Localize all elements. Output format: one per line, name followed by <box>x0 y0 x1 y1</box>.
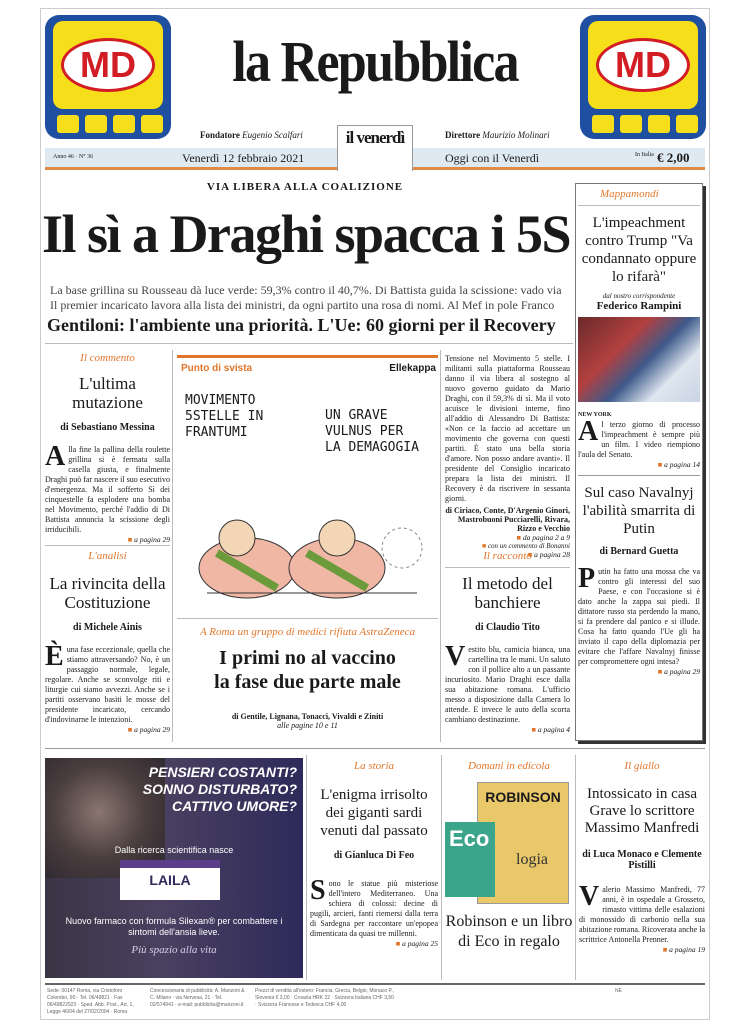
page-ref: ■ a pagina 25 <box>310 939 438 948</box>
authors: di Gentile, Lignana, Tonacci, Vivaldi e Ziniti <box>231 712 384 721</box>
laila-ad[interactable] <box>45 758 303 978</box>
cartoon-illustration <box>187 493 432 608</box>
author-2: di Bernard Guetta <box>599 546 679 557</box>
director: Direttore Maurizio Molinari <box>445 130 550 140</box>
author: di Sebastiano Messina <box>60 422 155 433</box>
kicker: Mappamondi <box>600 188 659 200</box>
lead-summary: La base grillina su Rousseau dà luce verde: 59,3% contro il 40,7%. Di Battista guida la scissione: vado via Il premier incaricato lavora alla lista dei ministri, da ogni partito una rosa di nomi. Al Mef in pole Franco <box>50 283 562 312</box>
md-logo: MD <box>596 38 690 92</box>
article-headline: I primi no al vaccino la fase due parte male <box>214 647 401 693</box>
lead-subhead: Gentiloni: l'ambiente una priorità. L'Ue: 60 giorni per il Recovery <box>47 315 556 335</box>
article-title: La rivincita della Costituzione <box>49 574 166 612</box>
article-body: Alla fine la pallina della roulette grillina si è fermata sulla casella giusta, e finalmente Draghi può far nascere il suo esecutivo d'emergenza. Ma il sofferto Sì dei cinquestelle fa esplodere una bomba nel Movimento, perché l'addio di Di Battista annuncia la scissione degli irriducibili. <box>45 441 170 534</box>
page-ref: ■ a pagina 19 <box>579 945 705 954</box>
author: di Luca Monaco e Clemente Pistilli <box>582 849 702 871</box>
ad-slogan: Più spazio alla vita <box>131 944 217 956</box>
comment-article[interactable] <box>45 352 170 544</box>
article-title: Intossicato in casa Grave lo scrittore Massimo Manfredi <box>584 786 700 836</box>
article-body-2: Putin ha fatto una mossa che va contro gli interessi del suo Paese, e con l'occasione si è dato anche la zappa sui piedi. Il dittatore russo sta perdendo la mano, si fa prendere dal panico e si illude. Cosa ha fatto quando l'Ue gli ha inviato il capo della diplomazia per evitare che l'affare Navalnyj finisse per compromettere ogni intesa? <box>578 563 700 666</box>
giallo-article[interactable] <box>579 760 705 954</box>
author: di Michele Ainis <box>73 622 142 633</box>
page-ref: ■ a pagina 4 <box>445 725 570 734</box>
kicker: La storia <box>353 760 395 772</box>
article-body: Valerio Massimo Manfredi, 77 anni, è in ospedale a Grosseto, rimasto vittima delle esalazioni di monossido di carbonio nella sua abitazione romana. Ricoverata anche la scrittrice Antonella Prenner. <box>579 881 705 944</box>
article-title: L'ultima mutazione <box>72 374 143 412</box>
newspaper-title: la Repubblica <box>232 29 518 94</box>
article-title: Robinson e un libro di Eco in regalo <box>445 913 573 950</box>
page-ref: alle pagine 10 e 11 <box>277 721 338 730</box>
page-ref: ■ a pagina 29 <box>45 535 170 544</box>
article-title: L'enigma irrisolto dei giganti sardi venuti dal passato <box>320 787 428 839</box>
racconto-article[interactable] <box>445 550 570 734</box>
kicker: Il commento <box>80 352 135 364</box>
price: € 2,00 <box>657 150 690 165</box>
issue-number: Anno 46 · N° 36 <box>53 154 94 160</box>
founder: Fondatore Eugenio Scalfari <box>200 130 303 140</box>
cartoon-author: Ellekappa <box>389 363 436 374</box>
page-ref-2: ■ a pagina 29 <box>578 667 700 676</box>
lead-kicker: VIA LIBERA ALLA COALIZIONE <box>206 181 404 193</box>
kicker: Il racconto <box>483 550 532 562</box>
analysis-article[interactable] <box>45 550 170 734</box>
supplement-tab[interactable]: il venerdì <box>337 125 413 171</box>
article-body: Èuna fase eccezionale, quella che stiamo attraversando? No, è un passaggio normale, legale, regolare. Anche se sconvolge riti e liturgie cui siamo avvezzi. Anche se i partiti osservano basiti le mosse del presidente incaricato, cercando d'indovinarne le intenzioni. <box>45 641 170 724</box>
lead-headline[interactable]: Il sì a Draghi spacca i 5S <box>42 204 571 264</box>
md-logo: MD <box>61 38 155 92</box>
price-label: In Italia <box>635 152 654 158</box>
ad-brand: LAILA <box>120 860 220 900</box>
capitol-photo <box>578 317 700 402</box>
today-with: Oggi con il Venerdì <box>445 151 540 165</box>
ad-headline: PENSIERI COSTANTI? SONNO DISTURBATO? CATTIVO UMORE? <box>142 764 297 814</box>
dateline: NEW YORK <box>578 412 612 418</box>
story-article[interactable] <box>310 760 438 948</box>
lead-body: Tensione nel Movimento 5 stelle. I militanti sulla piattaforma Rousseau danno il via libera al sostegno al nuovo governo guidato da Mario Draghi, con il 59,3% di sì. Ma il voto acuisce le divisioni interne, fino all'addio di Alessandro Di Battista: «Non ce la faccio ad accettare un movimento che governa con questi partiti. È stato una bella storia d'amore. Non posso andare avanti». Il presidente del Consiglio incaricato prepara la lista dei ministri. Il Recovery è da riscrivere in sessanta giorni. di Ciriaco, Conte, D'Argenio Ginori, Mastrobuoni Pucciarelli, Rivara, Rizzo e Vecchio ■ da pagina 2 a 9 ■ con un commento di Bonanni ■ a pagina 28 <box>445 354 570 559</box>
kicker: Domani in edicola <box>468 760 550 772</box>
kicker: Il giallo <box>624 760 660 772</box>
robinson-promo[interactable] <box>445 760 573 952</box>
md-ad-right[interactable] <box>580 15 706 139</box>
cartoon-label: Punto di svista <box>181 363 253 374</box>
speech-bubble-2: UN GRAVE VULNUS PER LA DEMAGOGIA <box>325 408 419 455</box>
kicker: L'analisi <box>88 550 127 562</box>
ad-description: Nuovo farmaco con formula Silexan® per combattere i sintomi dell'ansia lieve. <box>65 916 283 937</box>
page-ref: ■ a pagina 29 <box>45 725 170 734</box>
speech-bubble-1: MOVIMENTO 5STELLE IN FRANTUMI <box>185 393 264 440</box>
page-ref: ■ a pagina 14 <box>578 460 700 469</box>
mappamondi-article[interactable] <box>578 188 700 676</box>
md-ad-left[interactable] <box>45 15 171 139</box>
robinson-cover: ROBINSON logia Eco <box>445 782 573 912</box>
article-body: Vestito blu, camicia bianca, una cartellina tra le mani. Un saluto con il pollice alto a un passante incuriosito. Mario Draghi esce dalla sua abitazione romana. L'ufficio messo a disposizione dalla Camera lo attende. E invece le auto della scorta cambiano destinazione. <box>445 641 570 724</box>
article-title: Il metodo del banchiere <box>462 574 553 612</box>
date: Venerdì 12 febbraio 2021 <box>182 151 305 165</box>
vaccine-article[interactable] <box>177 626 438 730</box>
kicker: A Roma un gruppo di medici rifiuta AstraZeneca <box>200 626 415 638</box>
author: Federico Rampini <box>596 300 682 312</box>
correspondent: dal nostro corrispondente <box>602 292 676 300</box>
article-body: Sono le statue più misteriose dell'intero Mediterraneo. Una schiera di colossi: decine di pugili, arcieri, fanti riemersi dalla terra di Sardegna per raccontare un'epopea dimenticata da quasi tre millenni. <box>310 875 438 938</box>
author: di Claudio Tito <box>475 622 540 633</box>
cartoon[interactable] <box>177 355 438 613</box>
author: di Gianluca Di Feo <box>333 850 415 861</box>
article-title-2: Sul caso Navalnyj l'abilità smarrita di Putin <box>582 485 696 537</box>
article-title: L'impeachment contro Trump "Va condannato oppure lo rifarà" <box>581 215 697 285</box>
article-body: Al terzo giorno di processo l'impeachment è sempre più un film. I video riempiono l'aula del Senato. <box>578 416 700 459</box>
footer: Sede: 00147 Roma, via Cristoforo Colombo, 90 · Tel. 06/49821 · Fax 06/49822923 · Sped. Abb. Post., Art. 1, Legge 46/04 del 27/02/2004 · Roma Concessionaria di pubblicità: A. Manzoni & C. Milano · via Nervesa, 21 · Tel. 02/574941 · e-mail: pubblicita@manzoni.it Prezzi di vendita all'estero: Francia, Grecia, Belgio, Monaco P., Slovenia € 3,00 · Croazia HRK 22 · Svizzera Italiana CHF 3,50 · Svizzera Francese e Tedesca CHF 4,00 NE <box>47 988 622 1015</box>
ad-research: Dalla ricerca scientifica nasce <box>114 845 234 855</box>
